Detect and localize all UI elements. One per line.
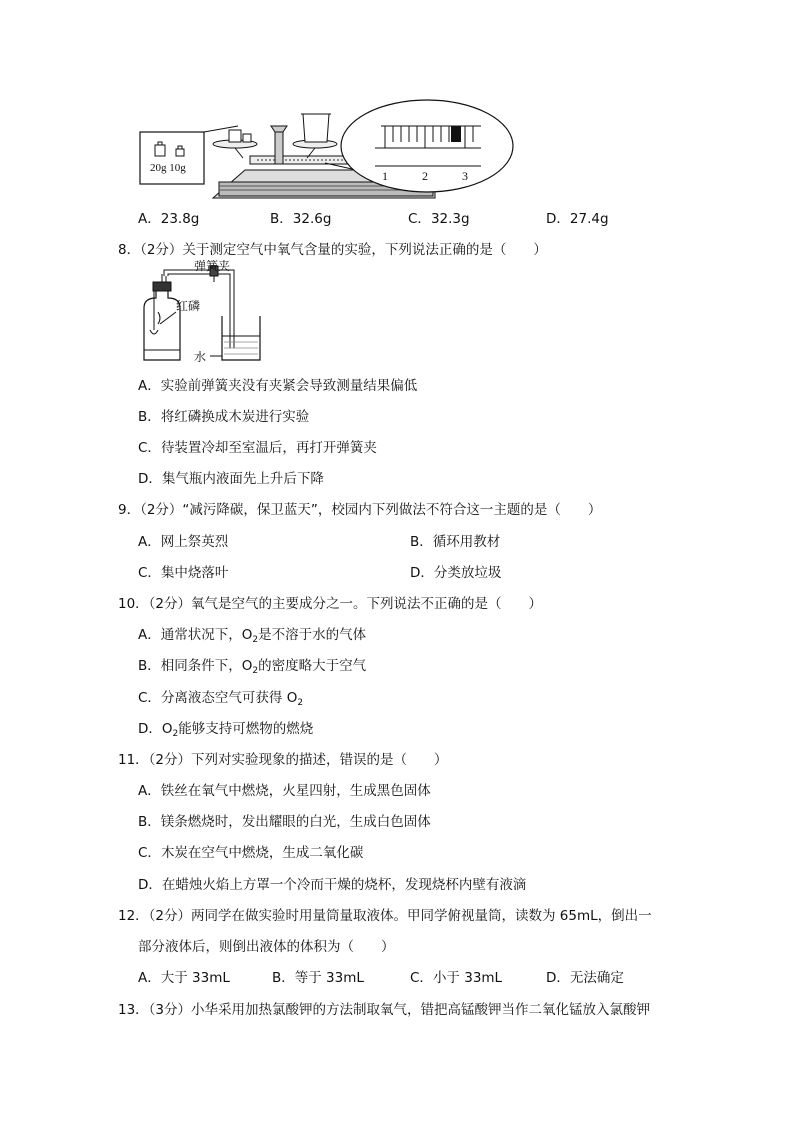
q12-option-a[interactable]: A．大于 33mL <box>138 970 230 986</box>
q11-option-c[interactable]: C．木炭在空气中燃烧，生成二氧化碳 <box>138 845 364 861</box>
q8-option-c[interactable]: C．待装置冷却至室温后，再打开弹簧夹 <box>138 440 377 456</box>
q8-option-b[interactable]: B．将红磷换成木炭进行实验 <box>138 409 310 425</box>
q7-option-c[interactable]: C．32.3g <box>408 211 470 227</box>
q10-option-a[interactable]: A．通常状况下，$O_2$是不溶于水的气体 <box>138 627 367 645</box>
scale-tick-3: 3 <box>462 169 468 183</box>
q9-option-c[interactable]: C．集中烧落叶 <box>138 565 229 581</box>
q9-option-d[interactable]: D．分类放垃圾 <box>410 565 502 581</box>
q9-option-a[interactable]: A．网上祭英烈 <box>138 534 229 550</box>
q8-option-d[interactable]: D．集气瓶内液面先上升后下降 <box>138 471 324 487</box>
q9-option-b[interactable]: B．循环用教材 <box>410 534 501 550</box>
o2-formula: $O_2$ <box>161 721 179 739</box>
q13-stem: 13．（3分）小华采用加热氯酸钾的方法制取氧气，错把高锰酸钾当作二氧化锰放入氯酸钾 <box>118 1002 651 1018</box>
q9-stem: 9．（2分）“减污降碳，保卫蓝天”，校园内下列做法不符合这一主题的是（ ） <box>118 502 602 518</box>
q7-option-d[interactable]: D．27.4g <box>546 211 609 227</box>
q10-option-d[interactable]: D．$O_2$能够支持可燃物的燃烧 <box>138 721 314 739</box>
weights-label: 20g 10g <box>150 162 186 174</box>
q7-option-a[interactable]: A．23.8g <box>138 211 200 227</box>
q11-stem: 11．（2分）下列对实验现象的描述，错误的是（ ） <box>118 752 448 768</box>
scale-tick-1: 1 <box>382 169 388 183</box>
oxygen-apparatus-figure <box>134 260 274 366</box>
q8-stem: 8．（2分）关于测定空气中氧气含量的实验，下列说法正确的是（ ） <box>118 242 547 258</box>
q12-stem-line2: 部分液体后，则倒出液体的体积为（ ） <box>138 939 395 955</box>
water-label: 水 <box>194 350 207 364</box>
q8-option-a[interactable]: A．实验前弹簧夹没有夹紧会导致测量结果偏低 <box>138 378 418 394</box>
q12-option-c[interactable]: C．小于 33mL <box>410 970 503 986</box>
q10-option-b[interactable]: B．相同条件下，$O_2$的密度略大于空气 <box>138 658 367 676</box>
q10-stem: 10．（2分）氧气是空气的主要成分之一。下列说法不正确的是（ ） <box>118 596 543 612</box>
q12-option-b[interactable]: B．等于 33mL <box>272 970 364 986</box>
q7-option-b[interactable]: B．32.6g <box>270 211 332 227</box>
o2-formula: $O_2$ <box>241 627 259 645</box>
phosphorus-label: 红磷 <box>176 299 201 313</box>
o2-formula: $O_2$ <box>286 690 304 708</box>
o2-formula: $O_2$ <box>241 658 259 676</box>
q11-option-b[interactable]: B．镁条燃烧时，发出耀眼的白光，生成白色固体 <box>138 814 431 830</box>
q11-option-a[interactable]: A．铁丝在氧气中燃烧，火星四射，生成黑色固体 <box>138 783 431 799</box>
q12-option-d[interactable]: D．无法确定 <box>546 970 624 986</box>
q10-option-c[interactable]: C．分离液态空气可获得 $O_2$ <box>138 690 304 708</box>
balance-figure <box>135 98 515 202</box>
q11-option-d[interactable]: D．在蜡烛火焰上方罩一个冷而干燥的烧杯，发现烧杯内壁有液滴 <box>138 877 527 893</box>
scale-tick-2: 2 <box>422 169 428 183</box>
q12-stem-line1: 12．（2分）两同学在做实验时用量筒量取液体。甲同学俯视量筒，读数为 65mL，倒出一 <box>118 908 652 924</box>
clamp-label: 弹簧夹 <box>194 260 231 273</box>
